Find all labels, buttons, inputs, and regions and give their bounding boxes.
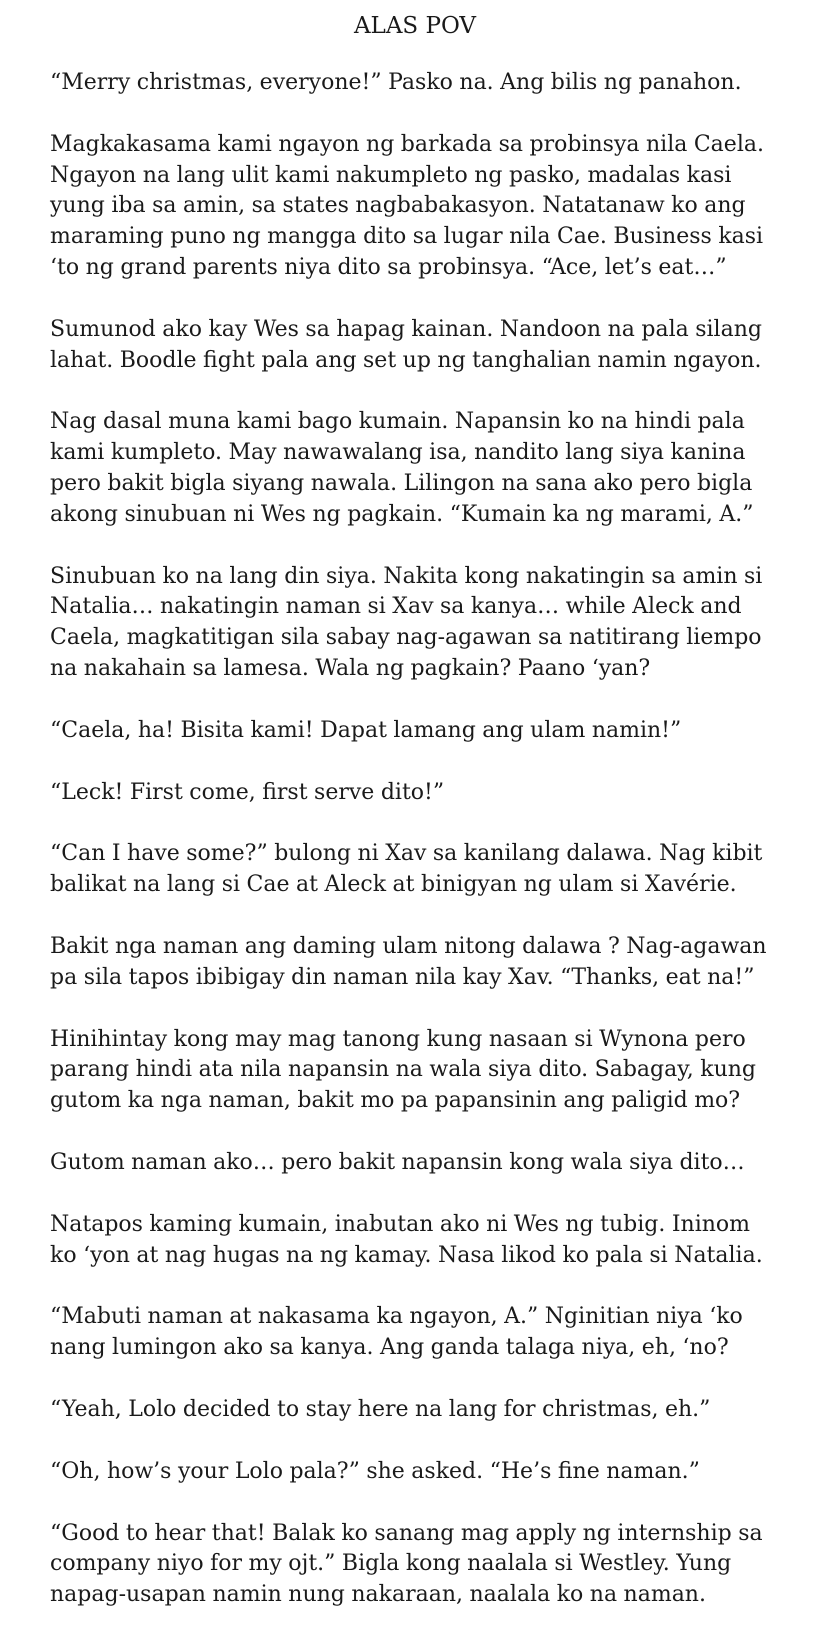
paragraph-12: Natapos kaming kumain, inabutan ako ni Wes ng tubig. Ininom ko ‘yon at nag hugas na ng kamay. Nasa likod ko pala si Natalia.: [50, 1211, 763, 1268]
paragraph-5: Sinubuan ko na lang din siya. Nakita kong nakatingin sa amin si Natalia… nakatingin naman si Xav sa kanya… while Aleck and Caela, magkatitigan sila sabay nag-agawan sa natitirang liempo na nakahain sa lamesa. Wala ng pagkain? Paano ‘yan?: [50, 563, 763, 681]
paragraph-14: “Yeah, Lolo decided to stay here na lang for christmas, eh.”: [50, 1396, 711, 1422]
paragraph-1: “Merry christmas, everyone!” Pasko na. Ang bilis ng panahon.: [50, 70, 742, 95]
paragraph-9: Bakit nga naman ang daming ulam nitong dalawa ? Nag-agawan pa sila tapos ibibigay din naman nila kay Xav. “Thanks, eat na!”: [50, 933, 767, 990]
paragraph-2: Magkakasama kami ngayon ng barkada sa probinsya nila Caela. Ngayon na lang ulit kami nakumpleto ng pasko, madalas kasi yung iba sa amin, sa states nagbabakasyon. Natatanaw ko ang maraming puno ng mangga dito sa lugar nila Cae. Business kasi ‘to ng grand parents niya dito sa probinsya. “Ace, let’s eat…”: [50, 131, 764, 280]
paragraph-10: Hinihintay kong may mag tanong kung nasaan si Wynona pero parang hindi ata nila napansin na wala siya dito. Sabagay, kung gutom ka nga naman, bakit mo pa papansinin ang paligid mo?: [50, 1026, 756, 1114]
paragraph-11: Gutom naman ako… pero bakit napansin kong wala siya dito…: [50, 1149, 745, 1175]
paragraph-6: “Caela, ha! Bisita kami! Dapat lamang ang ulam namin!”: [50, 717, 682, 743]
paragraph-13: “Mabuti naman at nakasama ka ngayon, A.” Nginitian niya ‘ko nang lumingon ako sa kanya. Ang ganda talaga niya, eh, ‘no?: [50, 1304, 743, 1361]
paragraph-3: Sumunod ako kay Wes sa hapag kainan. Nandoon na pala silang lahat. Boodle fight pala ang set up ng tanghalian namin ngayon.: [50, 316, 762, 373]
paragraph-8: “Can I have some?” bulong ni Xav sa kanilang dalawa. Nag kibit balikat na lang si Cae at Aleck at binigyan ng ulam si Xavérie.: [50, 841, 763, 898]
paragraph-16: “Good to hear that! Balak ko sanang mag apply ng internship sa company niyo for my ojt.” Bigla kong naalala si Westley. Yung napag-usapan namin nung nakaraan, naalala ko na naman.: [50, 1520, 763, 1608]
chapter-title: ALAS POV: [353, 13, 477, 39]
paragraph-15: “Oh, how’s your Lolo pala?” she asked. “He’s fine naman.”: [50, 1458, 700, 1484]
paragraph-7: “Leck! First come, first serve dito!”: [50, 779, 445, 805]
paragraph-4: Nag dasal muna kami bago kumain. Napansin ko na hindi pala kami kumpleto. May nawawalang isa, nandito lang siya kanina pero bakit bigla siyang nawala. Lilingon na sana ako pero bigla akong sinubuan ni Wes ng pagkain. “Kumain ka ng marami, A.”: [50, 409, 754, 527]
